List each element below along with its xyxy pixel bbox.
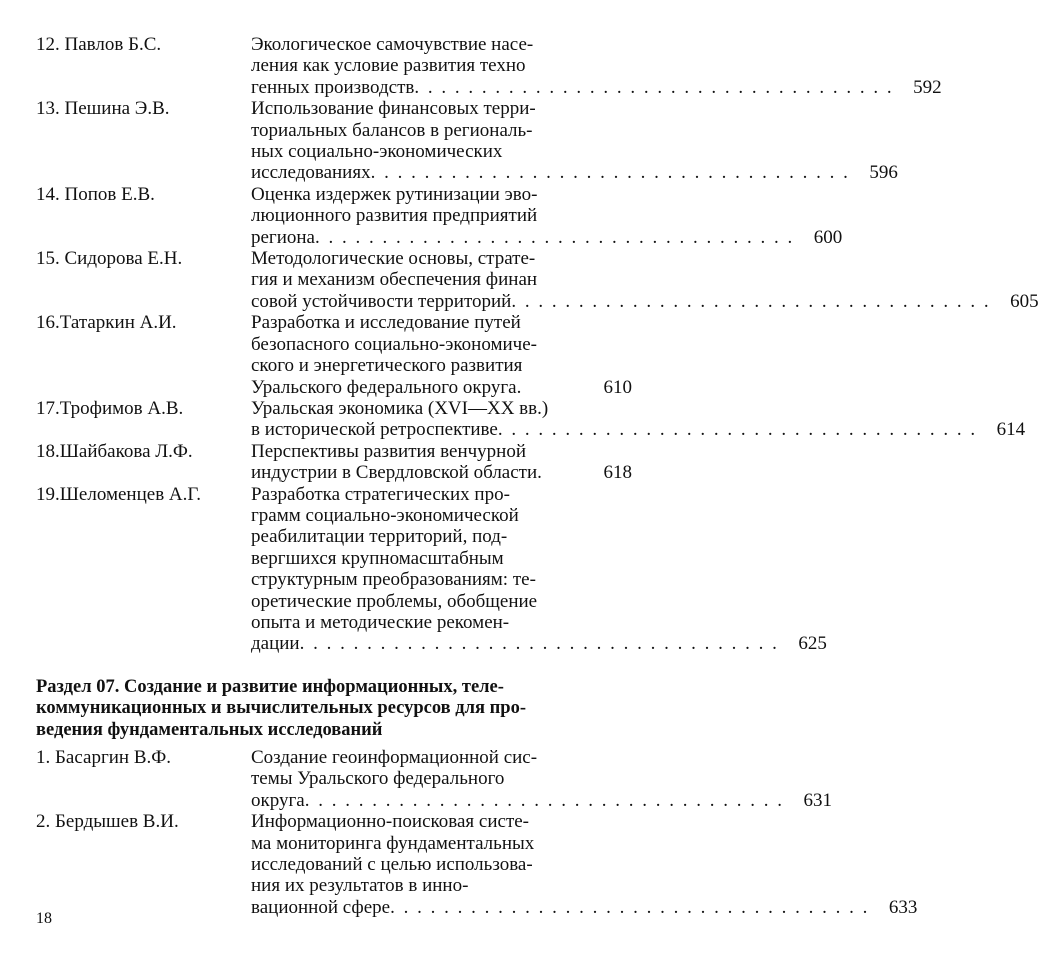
entry-title-line: ния их результатов в инно- <box>251 875 469 897</box>
entry-title-line: генных производств . . . <box>251 77 894 98</box>
toc-entry <box>36 811 918 918</box>
toc-entry <box>36 98 898 184</box>
entry-author: 14. Попов Е.В. <box>36 183 155 205</box>
entry-title-line: региона . . . <box>251 227 794 248</box>
entry-title <box>251 398 977 441</box>
entry-author: 1. Басаргин В.Ф. <box>36 747 172 768</box>
entry-title-line: исследований с целью использова- <box>251 854 533 876</box>
entry-author: 13. Пешина Э.В. <box>36 98 170 120</box>
entry-author: 2. Бердышев В.И. <box>36 811 179 833</box>
entry-title-line: Разработка стратегических про- <box>251 483 510 505</box>
toc-entry <box>36 441 632 484</box>
toc-entry <box>36 248 1039 312</box>
entry-author: 16.Татаркин А.И. <box>36 312 177 334</box>
entry-title-line: Методологические основы, страте- <box>251 248 536 270</box>
entry-title-line: округа . . . <box>251 790 784 811</box>
dot-leader <box>315 227 794 248</box>
entry-title-line: совой устойчивости территорий . . . <box>251 291 991 312</box>
entry-page-number: 610 <box>603 376 632 398</box>
entry-title-line: ления как условие развития техно <box>251 55 526 77</box>
toc-entry <box>36 397 1026 441</box>
entry-title-line: исследованиях . . . <box>251 162 850 183</box>
entry-author: 17.Трофимов А.В. <box>36 397 184 419</box>
entry-title-line: индустрии в Свердловской области. <box>251 462 542 484</box>
dot-leader <box>305 790 784 811</box>
entry-title-line: безопасного социально-экономиче- <box>251 333 537 355</box>
entry-page-number: 633 <box>888 896 918 918</box>
entry-title-line: гия и механизм обеспечения финан <box>251 269 538 291</box>
entry-title <box>251 747 784 811</box>
entry-title-line: Уральского федерального округа. <box>251 376 522 398</box>
entry-title-line: оретические проблемы, обобщение <box>251 590 538 612</box>
dot-leader <box>414 77 893 98</box>
entry-title <box>251 184 794 248</box>
section-heading-line: коммуникационных и вычислительных ресурсов для про- <box>36 698 526 719</box>
entry-title-line: реабилитации территорий, под- <box>251 526 508 548</box>
entry-title-line: Оценка издержек рутинизации эво- <box>251 183 538 205</box>
entry-title-line: грамм социально-экономической <box>251 504 519 526</box>
dot-leader <box>498 419 977 440</box>
entry-title-line: Использование финансовых терри- <box>251 98 536 120</box>
entry-title-line: ных социально-экономических <box>251 141 503 163</box>
entry-title-line: опыта и методические рекомен- <box>251 611 510 633</box>
entry-title <box>251 34 894 98</box>
entry-title-line: Экологическое самочувствие насе- <box>251 34 534 55</box>
entry-title-line: Уральская экономика (XVI—XX вв.) <box>251 397 549 419</box>
page-number: 18 <box>36 910 52 927</box>
entry-title <box>251 248 991 312</box>
entry-title-line: ского и энергетического развития <box>251 355 523 377</box>
entry-title-line: Разработка и исследование путей <box>251 312 521 334</box>
section-heading-line: Раздел 07. Создание и развитие информационных, теле- <box>36 676 504 697</box>
entry-title-line: ма мониторинга фундаментальных <box>251 832 535 854</box>
entry-author: 18.Шайбакова Л.Ф. <box>36 440 193 462</box>
entry-title-line: люционного развития предприятий <box>251 205 538 227</box>
entry-title-line: ториальных балансов в региональ- <box>251 119 533 141</box>
entry-title-line: Создание геоинформационной сис- <box>251 747 538 768</box>
entry-page-number: 592 <box>913 76 942 98</box>
entry-title-line: вационной сфере . . . <box>251 897 869 918</box>
toc-entry <box>36 34 942 98</box>
entry-author: 15. Сидорова Е.Н. <box>36 248 183 270</box>
entry-page-number: 605 <box>1010 290 1039 312</box>
dot-leader <box>390 897 869 918</box>
dot-leader <box>300 633 779 654</box>
entry-title-line: в исторической ретроспективе . . . <box>251 419 977 440</box>
entry-page-number: 596 <box>869 162 898 184</box>
entry-author: 19.Шеломенцев А.Г. <box>36 483 201 505</box>
entry-title <box>251 484 779 655</box>
entry-author: 12. Павлов Б.С. <box>36 34 162 55</box>
entry-title <box>251 811 869 918</box>
entry-page-number: 618 <box>603 462 632 484</box>
toc-entry <box>36 483 827 655</box>
entry-title-line: темы Уральского федерального <box>251 768 505 790</box>
dot-leader <box>511 291 990 312</box>
section-heading-line: ведения фундаментальных исследований <box>36 719 383 740</box>
entry-title <box>251 98 850 184</box>
entry-title <box>251 312 584 398</box>
entry-page-number: 631 <box>803 789 832 811</box>
table-of-contents <box>36 34 1039 918</box>
entry-page-number: 600 <box>813 226 843 248</box>
entry-list <box>36 747 918 918</box>
entry-page-number: 614 <box>996 419 1026 441</box>
entry-title-line: Информационно-поисковая систе- <box>251 811 530 833</box>
entry-title <box>251 441 584 484</box>
entry-title-line: Перспективы развития венчурной <box>251 440 527 462</box>
entry-page-number: 625 <box>798 633 827 655</box>
toc-entry <box>36 312 632 398</box>
toc-entry <box>36 747 832 811</box>
entry-title-line: вергшихся крупномасштабным <box>251 547 504 569</box>
entry-title-line: дации . . . <box>251 633 779 654</box>
dot-leader <box>371 162 850 183</box>
toc-entry <box>36 183 843 248</box>
entry-title-line: структурным преобразованиям: те- <box>251 569 536 591</box>
section-heading <box>36 677 632 741</box>
entry-list <box>36 34 1039 655</box>
